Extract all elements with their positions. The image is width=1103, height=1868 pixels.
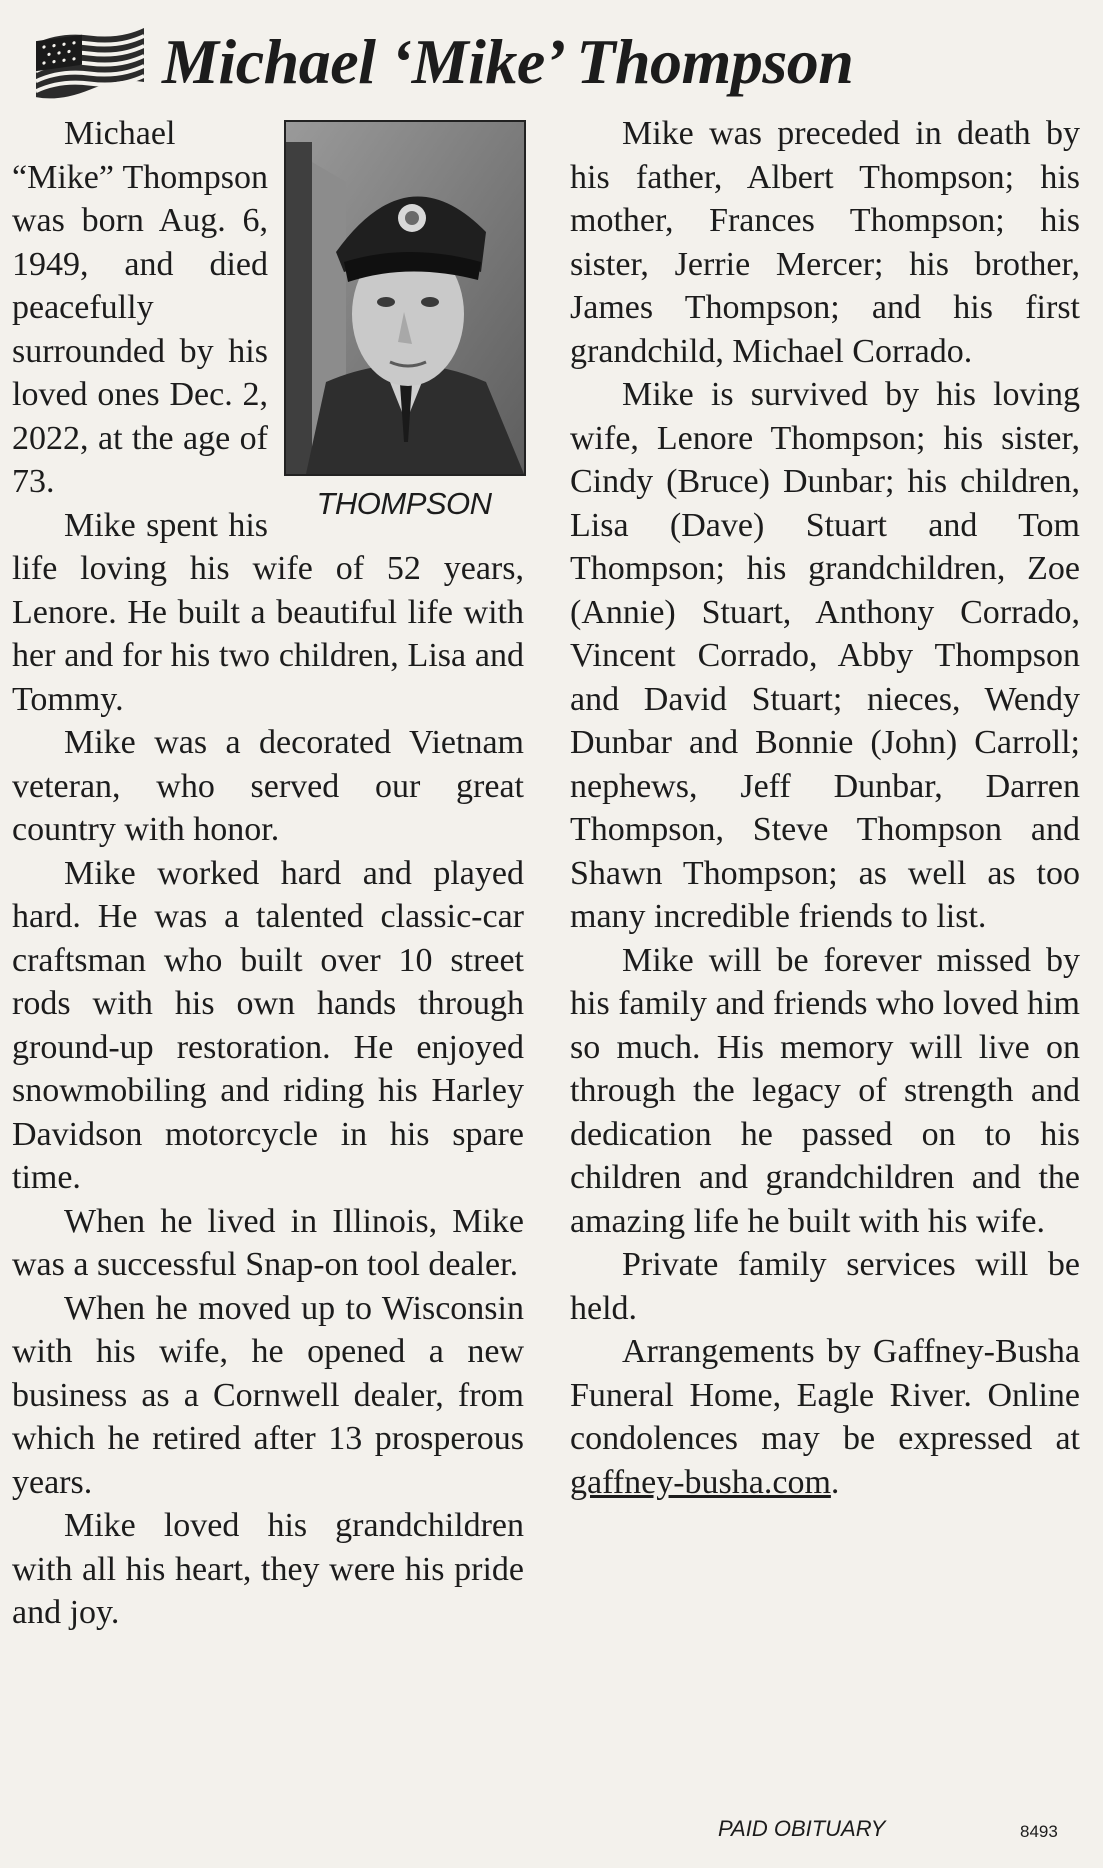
title-row — [30, 14, 1090, 110]
american-flag-icon — [30, 22, 150, 102]
portrait-illustration — [286, 122, 524, 474]
photo-caption: THOMPSON — [316, 486, 492, 521]
intro-paragraph: Michael “Mike” Thompson was born Aug. 6, 1949, and died peacefully surrounded by his loved ones Dec. 2, 2022, at the age of 73. — [12, 115, 268, 500]
arrangements-end: . — [830, 1463, 840, 1501]
footer-row — [570, 1808, 1080, 1848]
arrangements-text: Arrangements by Gaffney-Busha Funeral Home, Eagle River. Online condolences may be expressed at — [570, 1333, 1080, 1457]
right-paragraph: Mike was preceded in death by his father, Albert Thompson; his mother, Frances Thompson; his sister, Jerrie Mercer; his brother, James Thompson; and his first grandchild, Michael Corrado. — [570, 115, 1080, 370]
right-paragraph: Mike will be forever missed by his family and friends who loved him so much. His memory will live on through the legacy of strength and dedication he passed on to his children and grandchildren and the amazing life he built with his wife. — [570, 941, 1080, 1240]
right-paragraph: Private family services will be held. — [570, 1246, 1080, 1327]
left-paragraph: Mike was a decorated Vietnam veteran, who served our great country with honor. — [12, 724, 524, 848]
ad-code: 8493 — [1020, 1822, 1058, 1841]
left-paragraph: When he lived in Illinois, Mike was a successful Snap-on tool dealer. — [12, 1202, 524, 1283]
left-paragraph: Mike loved his grandchildren with all his heart, they were his pride and joy. — [12, 1507, 524, 1631]
obituary-title: Michael ‘Mike’ Thompson — [162, 26, 854, 97]
portrait-photo — [284, 120, 526, 476]
left-column — [12, 112, 524, 1635]
funeral-home-link[interactable]: gaffney-busha.com — [570, 1463, 831, 1501]
right-column — [570, 112, 1080, 1504]
left-paragraph: When he moved up to Wisconsin with his wife, he opened a new business as a Cornwell dealer, from which he retired after 13 prosperous years. — [12, 1289, 524, 1501]
arrangements-paragraph — [570, 1330, 1080, 1504]
photo-box — [284, 120, 524, 524]
paid-obituary-label: PAID OBITUARY — [718, 1816, 886, 1841]
left-paragraph: Mike worked hard and played hard. He was a talented classic-car craftsman who built over 10 street rods with his own hands through ground-up restoration. He enjoyed snowmobiling and riding his Harley Davidson motorcycle in his spare time. — [12, 854, 524, 1196]
left-paragraph: Mike spent his life loving his wife of 52 years, Lenore. He built a beautiful life with her and for his two children, Lisa and Tommy. — [12, 506, 524, 718]
right-paragraph: Mike is survived by his loving wife, Lenore Thompson; his sister, Cindy (Bruce) Dunbar; his children, Lisa (Dave) Stuart and Tom Thompson; his grandchildren, Zoe (Annie) Stuart, Anthony Corrado, Vincent Corrado, Abby Thompson and David Stuart; nieces, Wendy Dunbar and Bonnie (John) Carroll; nephews, Jeff Dunbar, Darren Thompson, Steve Thompson and Shawn Thompson; as well as too many incredible friends to list. — [570, 376, 1080, 935]
